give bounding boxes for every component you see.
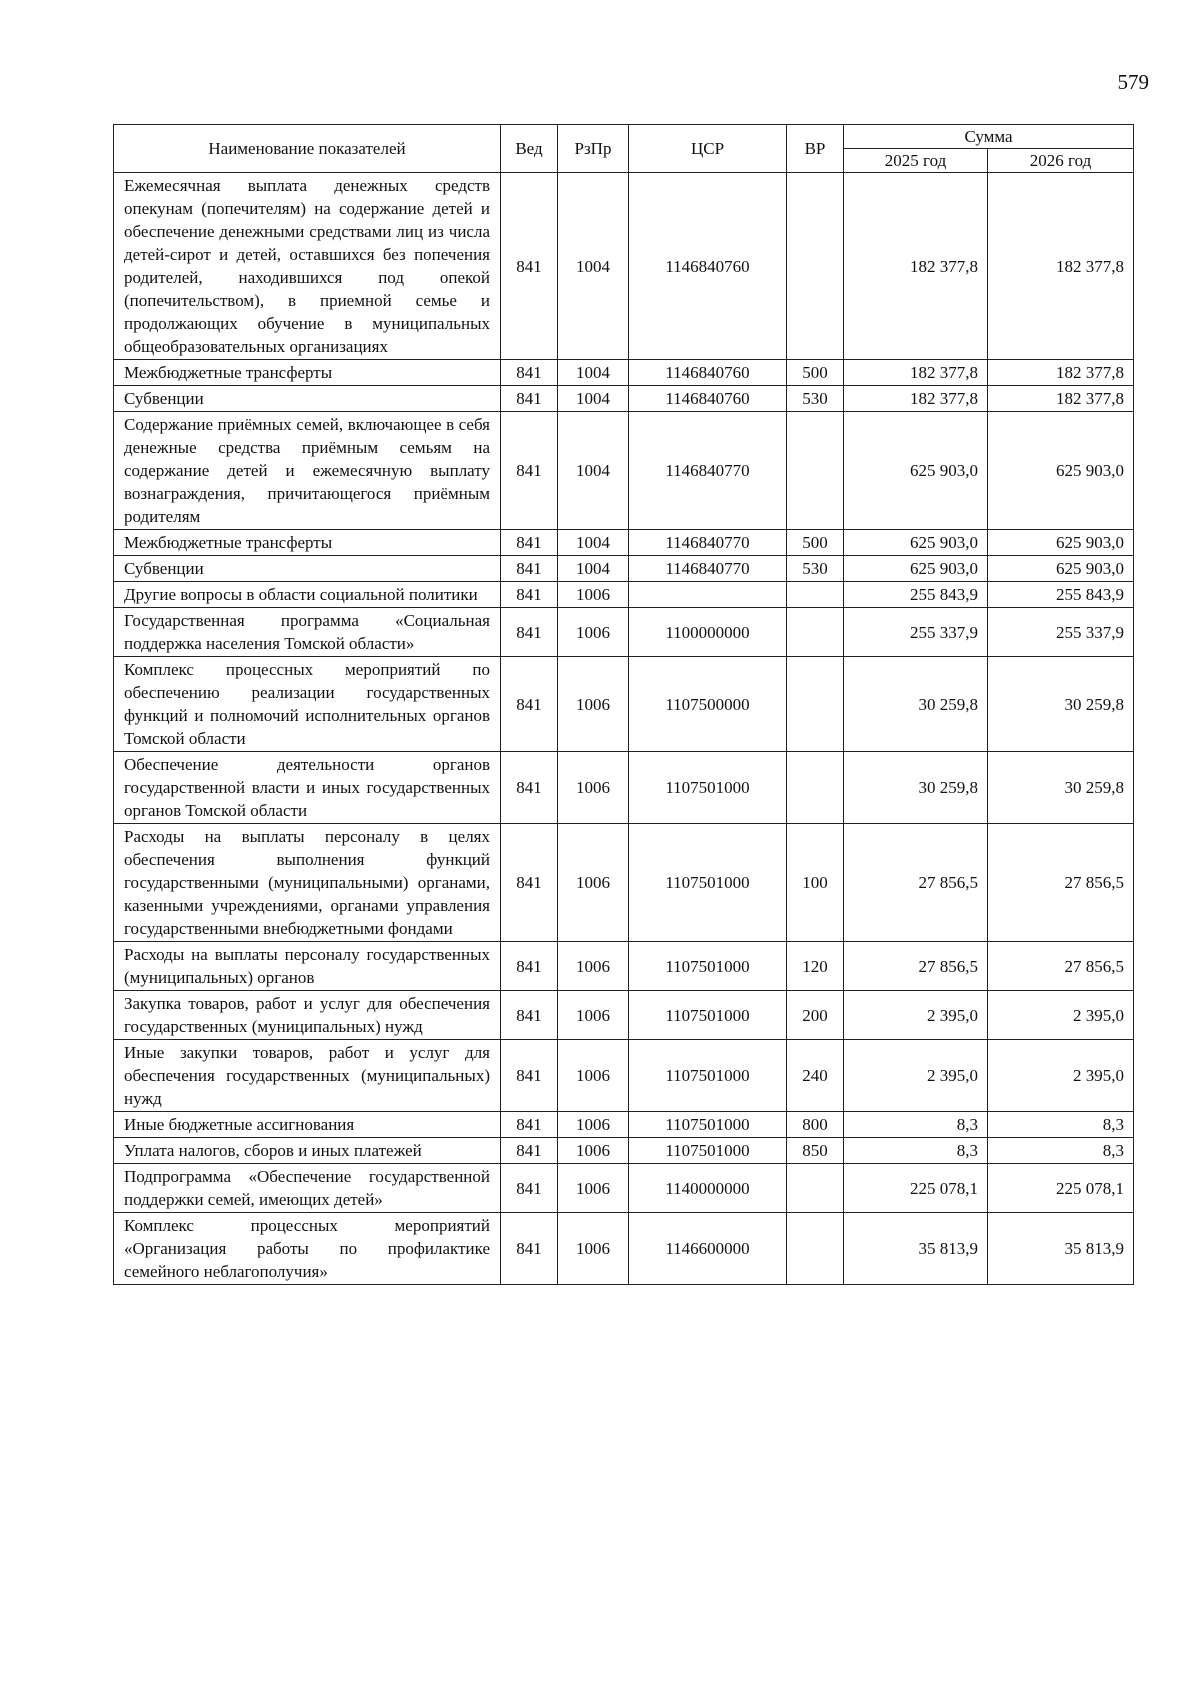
- cell-name: Расходы на выплаты персоналу в целях обеспечения выполнения функций государственными (муниципальными) органами, казенными учреждениями, органами управления государственными внебюджетными фондами: [114, 824, 501, 942]
- cell-vr: 530: [787, 386, 844, 412]
- cell-rzpr: 1006: [558, 1213, 629, 1285]
- table-row: [114, 556, 1134, 582]
- cell-sum-2025: 2 395,0: [844, 1040, 988, 1112]
- cell-ved: 841: [501, 1040, 558, 1112]
- cell-name: Ежемесячная выплата денежных средств опекунам (попечителям) на содержание детей и обеспечение денежными средствами лиц из числа детей-сирот и детей, оставшихся без попечения родителей, находившихся под опекой (попечительством), в приемной семье и продолжающих обучение в муниципальных общеобразовательных организациях: [114, 173, 501, 360]
- cell-ved: 841: [501, 556, 558, 582]
- cell-sum-2026: 30 259,8: [988, 752, 1134, 824]
- table-row: [114, 752, 1134, 824]
- cell-ved: 841: [501, 752, 558, 824]
- cell-csr: 1140000000: [629, 1164, 787, 1213]
- cell-name: Межбюджетные трансферты: [114, 360, 501, 386]
- cell-name: Закупка товаров, работ и услуг для обеспечения государственных (муниципальных) нужд: [114, 991, 501, 1040]
- cell-sum-2026: 182 377,8: [988, 173, 1134, 360]
- cell-ved: 841: [501, 412, 558, 530]
- header-sum: Сумма: [844, 125, 1134, 149]
- cell-name: Комплекс процессных мероприятий по обеспечению реализации государственных функций и полномочий исполнительных органов Томской области: [114, 657, 501, 752]
- cell-sum-2026: 8,3: [988, 1112, 1134, 1138]
- cell-name: Государственная программа «Социальная поддержка населения Томской области»: [114, 608, 501, 657]
- cell-sum-2025: 35 813,9: [844, 1213, 988, 1285]
- cell-sum-2026: 27 856,5: [988, 942, 1134, 991]
- table-row: [114, 1112, 1134, 1138]
- cell-rzpr: 1004: [558, 386, 629, 412]
- cell-sum-2025: 625 903,0: [844, 530, 988, 556]
- cell-rzpr: 1006: [558, 1164, 629, 1213]
- cell-sum-2026: 2 395,0: [988, 991, 1134, 1040]
- cell-name: Комплекс процессных мероприятий «Организация работы по профилактике семейного неблагополучия»: [114, 1213, 501, 1285]
- cell-ved: 841: [501, 530, 558, 556]
- cell-ved: 841: [501, 386, 558, 412]
- table-row: [114, 942, 1134, 991]
- cell-sum-2026: 625 903,0: [988, 556, 1134, 582]
- cell-rzpr: 1006: [558, 1138, 629, 1164]
- table-row: [114, 991, 1134, 1040]
- header-vr: ВР: [787, 125, 844, 173]
- cell-csr: 1107501000: [629, 1040, 787, 1112]
- table-row: [114, 582, 1134, 608]
- table-body: [114, 173, 1134, 1285]
- cell-vr: [787, 752, 844, 824]
- cell-vr: 850: [787, 1138, 844, 1164]
- cell-sum-2026: 30 259,8: [988, 657, 1134, 752]
- cell-ved: 841: [501, 1164, 558, 1213]
- cell-csr: 1146840770: [629, 530, 787, 556]
- header-name: Наименование показателей: [114, 125, 501, 173]
- cell-csr: 1146840770: [629, 556, 787, 582]
- cell-vr: [787, 1213, 844, 1285]
- cell-csr: 1146840770: [629, 412, 787, 530]
- cell-vr: 530: [787, 556, 844, 582]
- cell-vr: [787, 608, 844, 657]
- cell-name: Субвенции: [114, 556, 501, 582]
- cell-csr: [629, 582, 787, 608]
- cell-rzpr: 1006: [558, 657, 629, 752]
- table-row: [114, 608, 1134, 657]
- cell-sum-2025: 182 377,8: [844, 386, 988, 412]
- cell-ved: 841: [501, 942, 558, 991]
- cell-vr: 500: [787, 530, 844, 556]
- cell-name: Обеспечение деятельности органов государственной власти и иных государственных органов Томской области: [114, 752, 501, 824]
- cell-name: Иные закупки товаров, работ и услуг для обеспечения государственных (муниципальных) нужд: [114, 1040, 501, 1112]
- cell-rzpr: 1004: [558, 360, 629, 386]
- cell-sum-2025: 30 259,8: [844, 657, 988, 752]
- table-row: [114, 1040, 1134, 1112]
- cell-rzpr: 1006: [558, 582, 629, 608]
- cell-sum-2026: 182 377,8: [988, 386, 1134, 412]
- header-year-2026: 2026 год: [988, 149, 1134, 173]
- cell-csr: 1146840760: [629, 173, 787, 360]
- cell-rzpr: 1006: [558, 942, 629, 991]
- cell-sum-2025: 27 856,5: [844, 824, 988, 942]
- cell-csr: 1146840760: [629, 360, 787, 386]
- cell-csr: 1100000000: [629, 608, 787, 657]
- cell-sum-2025: 255 843,9: [844, 582, 988, 608]
- page-number: 579: [1117, 70, 1149, 94]
- cell-sum-2025: 30 259,8: [844, 752, 988, 824]
- cell-sum-2026: 182 377,8: [988, 360, 1134, 386]
- cell-sum-2026: 225 078,1: [988, 1164, 1134, 1213]
- cell-ved: 841: [501, 991, 558, 1040]
- table-row: [114, 1164, 1134, 1213]
- cell-ved: 841: [501, 1138, 558, 1164]
- cell-vr: 100: [787, 824, 844, 942]
- cell-vr: [787, 1164, 844, 1213]
- cell-csr: 1146600000: [629, 1213, 787, 1285]
- header-ved: Вед: [501, 125, 558, 173]
- cell-sum-2026: 625 903,0: [988, 412, 1134, 530]
- cell-sum-2025: 182 377,8: [844, 360, 988, 386]
- cell-rzpr: 1004: [558, 412, 629, 530]
- cell-rzpr: 1006: [558, 991, 629, 1040]
- cell-csr: 1107501000: [629, 942, 787, 991]
- cell-sum-2025: 625 903,0: [844, 412, 988, 530]
- header-row: [114, 125, 1134, 149]
- cell-sum-2026: 35 813,9: [988, 1213, 1134, 1285]
- cell-ved: 841: [501, 582, 558, 608]
- cell-vr: 240: [787, 1040, 844, 1112]
- table-row: [114, 386, 1134, 412]
- cell-csr: 1146840760: [629, 386, 787, 412]
- table-row: [114, 360, 1134, 386]
- header-rzpr: РзПр: [558, 125, 629, 173]
- budget-table: [113, 124, 1134, 1285]
- cell-vr: [787, 657, 844, 752]
- cell-ved: 841: [501, 824, 558, 942]
- cell-rzpr: 1006: [558, 1112, 629, 1138]
- cell-sum-2026: 625 903,0: [988, 530, 1134, 556]
- cell-vr: [787, 412, 844, 530]
- cell-sum-2025: 625 903,0: [844, 556, 988, 582]
- cell-sum-2025: 182 377,8: [844, 173, 988, 360]
- cell-rzpr: 1006: [558, 752, 629, 824]
- cell-name: Расходы на выплаты персоналу государственных (муниципальных) органов: [114, 942, 501, 991]
- cell-name: Подпрограмма «Обеспечение государственной поддержки семей, имеющих детей»: [114, 1164, 501, 1213]
- cell-rzpr: 1004: [558, 530, 629, 556]
- table-row: [114, 1213, 1134, 1285]
- cell-rzpr: 1006: [558, 608, 629, 657]
- cell-sum-2026: 27 856,5: [988, 824, 1134, 942]
- table-row: [114, 1138, 1134, 1164]
- cell-sum-2025: 255 337,9: [844, 608, 988, 657]
- cell-name: Иные бюджетные ассигнования: [114, 1112, 501, 1138]
- cell-sum-2025: 225 078,1: [844, 1164, 988, 1213]
- cell-csr: 1107501000: [629, 752, 787, 824]
- header-year-2025: 2025 год: [844, 149, 988, 173]
- cell-csr: 1107501000: [629, 824, 787, 942]
- cell-ved: 841: [501, 173, 558, 360]
- cell-rzpr: 1004: [558, 556, 629, 582]
- cell-sum-2025: 2 395,0: [844, 991, 988, 1040]
- table-row: [114, 173, 1134, 360]
- cell-ved: 841: [501, 608, 558, 657]
- cell-csr: 1107501000: [629, 1112, 787, 1138]
- cell-csr: 1107501000: [629, 1138, 787, 1164]
- cell-rzpr: 1004: [558, 173, 629, 360]
- cell-vr: 120: [787, 942, 844, 991]
- cell-name: Содержание приёмных семей, включающее в себя денежные средства приёмным семьям на содержание детей и ежемесячную выплату вознаграждения, причитающегося приёмным родителям: [114, 412, 501, 530]
- cell-sum-2025: 8,3: [844, 1112, 988, 1138]
- cell-sum-2026: 2 395,0: [988, 1040, 1134, 1112]
- cell-vr: 500: [787, 360, 844, 386]
- cell-name: Субвенции: [114, 386, 501, 412]
- cell-ved: 841: [501, 657, 558, 752]
- header-csr: ЦСР: [629, 125, 787, 173]
- cell-name: Межбюджетные трансферты: [114, 530, 501, 556]
- cell-sum-2026: 8,3: [988, 1138, 1134, 1164]
- cell-name: Уплата налогов, сборов и иных платежей: [114, 1138, 501, 1164]
- cell-sum-2026: 255 843,9: [988, 582, 1134, 608]
- table-row: [114, 412, 1134, 530]
- cell-ved: 841: [501, 360, 558, 386]
- cell-sum-2026: 255 337,9: [988, 608, 1134, 657]
- cell-csr: 1107500000: [629, 657, 787, 752]
- cell-name: Другие вопросы в области социальной политики: [114, 582, 501, 608]
- cell-sum-2025: 27 856,5: [844, 942, 988, 991]
- cell-vr: [787, 173, 844, 360]
- cell-rzpr: 1006: [558, 1040, 629, 1112]
- cell-vr: 800: [787, 1112, 844, 1138]
- table-row: [114, 657, 1134, 752]
- cell-sum-2025: 8,3: [844, 1138, 988, 1164]
- cell-rzpr: 1006: [558, 824, 629, 942]
- cell-vr: 200: [787, 991, 844, 1040]
- cell-ved: 841: [501, 1213, 558, 1285]
- cell-ved: 841: [501, 1112, 558, 1138]
- table-row: [114, 530, 1134, 556]
- table-row: [114, 824, 1134, 942]
- cell-vr: [787, 582, 844, 608]
- cell-csr: 1107501000: [629, 991, 787, 1040]
